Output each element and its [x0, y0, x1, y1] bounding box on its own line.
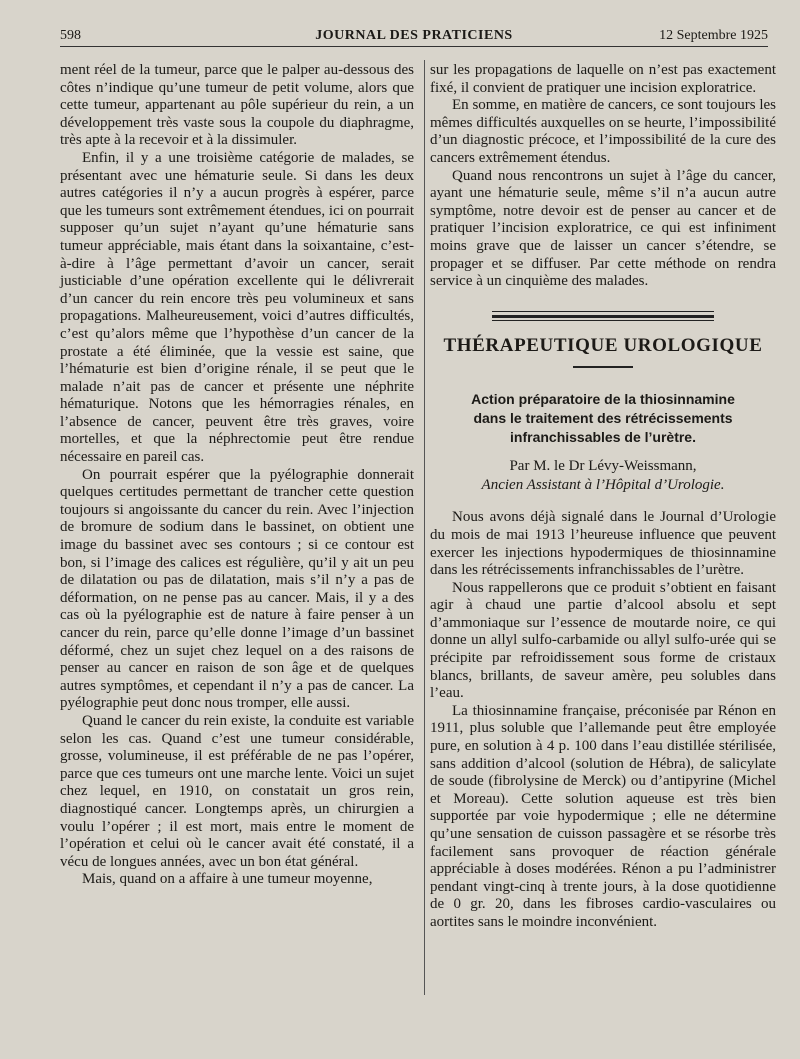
- paragraph: La thiosinnamine française, préconisée par Rénon en 1911, plus soluble que l’allemande peut être employée pure, en solution à 4 p. 100 dans l’eau distillée stérilisée, sans addition d’alcool (solution de Hébra), de salicylate de soude (fibrolysine de Merck) ou d’antipyrine (Michel et Moreau). Cette solution aqueuse est très bien supportée par voie hypodermique ; elle ne détermine qu’une sensation de cuisson passagère et se résorbe très facilement sans provoquer de réaction générale appréciable à doses modérées. Rénon a pu l’administrer pendant vingt-cinq à trente jours, à la dose quotidienne de 0 gr. 20, dans les fibroses cardio-vasculaires ou aortites sans le moindre inconvénient.: [430, 702, 776, 930]
- paragraph: Quand le cancer du rein existe, la conduite est variable selon les cas. Quand c’est une tumeur considérable, grosse, volumineuse, il est préférable de ne pas l’opérer, parce que ces tumeurs ont une marche lente. Voici un sujet chez lequel, en 1910, on constatait un gros rein, diagnostiqué cancer. Longtemps après, un chirurgien a voulu l’opérer ; il est mort, mais entre le moment de l’opération et celui où le cancer avait été constaté, il a vécu de longues années, avec un bon état général.: [60, 712, 414, 870]
- paragraph: On pourrait espérer que la pyélographie donnerait quelques certitudes permettant de trancher cette question toujours si angoissante du cancer du rein. Avec l’injection de bromure de sodium dans le bassinet, on obtient une image du bassinet avec ses contours ; si ce contour est bon, si l’image des calices est régulière, qu’il y ait un peu de dilatation ou pas de dilatation, mais s’il n’y a pas de déformation, on ne pense pas au cancer. Mais, il y a des cas où la pyélographie est de nature à faire penser à un cancer du rein, parce qu’elle donne l’image d’un bassinet déformé, chez un sujet chez lequel on a des raisons de penser au cancer en raison de son âge et de quelques autres symptômes, et cependant il n’y a pas de cancer. La pyélographie peut donc nous tromper, elle aussi.: [60, 466, 414, 712]
- paragraph: Enfin, il y a une troisième catégorie de malades, se présentant avec une hématurie seule. Si dans les deux autres catégories il n’y a aucun progrès à espérer, parce que les tumeurs sont extrêmement étendues, ici on pourrait supposer qu’un sujet n’ayant qu’une hématurie sans tumeur appréciable, mais étant dans la soixantaine, c’est-à-dire à l’âge permettant d’avoir un cancer, serait justiciable d’une opération excellente qui le délivrerait d’un cancer du rein encore très peu volumineux et sans propagations. Malheureusement, voici d’autres difficultés, c’est qu’alors même que l’hypothèse d’un cancer de la prostate a été éliminée, que la vessie est saine, que l’hématurie est bien d’origine rénale, il se peut que le malade n’ait pas de cancer et présente une néphrite hématurique. Notons que les hémorragies rénales, en l’absence de cancer, peuvent être très graves, voire mortelles, et que la néphrectomie peut être rendue nécessaire en pareil cas.: [60, 149, 414, 466]
- page-header: [60, 24, 768, 46]
- journal-title: JOURNAL DES PRATICIENS: [315, 28, 513, 43]
- paragraph: En somme, en matière de cancers, ce sont toujours les mêmes difficultés auxquelles on se heurte, l’impossibilité d’un diagnostic précoce, et l’impossibilité de la cure des cancers extrêmement étendus.: [430, 97, 776, 166]
- article-title-line: dans le traitement des rétrécissements: [473, 410, 733, 427]
- section-title: THÉRAPEUTIQUE UROLOGIQUE: [443, 334, 763, 356]
- paragraph: sur les propagations de laquelle on n’est pas exactement fixé, il convient de pratiquer une incision exploratrice.: [430, 62, 776, 96]
- paragraph: ment réel de la tumeur, parce que le palper au-dessous des côtes n’indique qu’une tumeur de petit volume, alors que cette tumeur, appartenant au pôle supérieur du rein, a un développement très vaste sous la coupole du diaphragme, très apte à la recevoir et à la dissimuler.: [60, 62, 414, 149]
- paragraph: Quand nous rencontrons un sujet à l’âge du cancer, ayant une hématurie seule, même s’il n’a aucun autre symptôme, notre devoir est de penser au cancer et de pratiquer l’incision exploratrice, ce qui est infiniment moins grave que de laisser un cancer s’étendre, se propager et se diffuser. Par cette méthode on rendra service à un cinquième des malades.: [430, 167, 776, 290]
- author-affiliation: Ancien Assistant à l’Hôpital d’Urologie.: [481, 477, 725, 494]
- page-number: 598: [60, 28, 81, 43]
- column-divider: [424, 60, 425, 995]
- left-column: [60, 62, 414, 889]
- paragraph: Nous avons déjà signalé dans le Journal d’Urologie du mois de mai 1913 l’heureuse influence que peuvent exercer les injections hypodermiques de thiosinnamine dans les rétrécissements infranchissables de l’urètre.: [430, 509, 776, 579]
- article-title: [430, 390, 776, 447]
- paragraph: Mais, quand on a affaire à une tumeur moyenne,: [82, 871, 373, 888]
- paragraph: Nous rappellerons que ce produit s’obtient en faisant agir à chaud une partie d’alcool absolu et sept d’ammoniaque sur l’essence de moutarde noire, ce qui donne un allyl sulfo-carbamide ou allyl sulfo-urée qui se précipite par refroidissement sous forme de cristaux blancs, brillants, de saveur amère, peu solubles dans l’eau.: [430, 579, 776, 702]
- issue-date: 12 Septembre 1925: [659, 28, 768, 43]
- section-ornament-rule: [492, 311, 714, 321]
- section-title-rule: [573, 366, 633, 368]
- article-title-line: infranchissables de l’urètre.: [510, 429, 696, 446]
- author-byline: Par M. le Dr Lévy-Weissmann,: [509, 458, 697, 475]
- article-title-line: Action préparatoire de la thiosinnamine: [471, 391, 735, 408]
- right-column: [430, 62, 776, 932]
- header-rule: [60, 46, 768, 47]
